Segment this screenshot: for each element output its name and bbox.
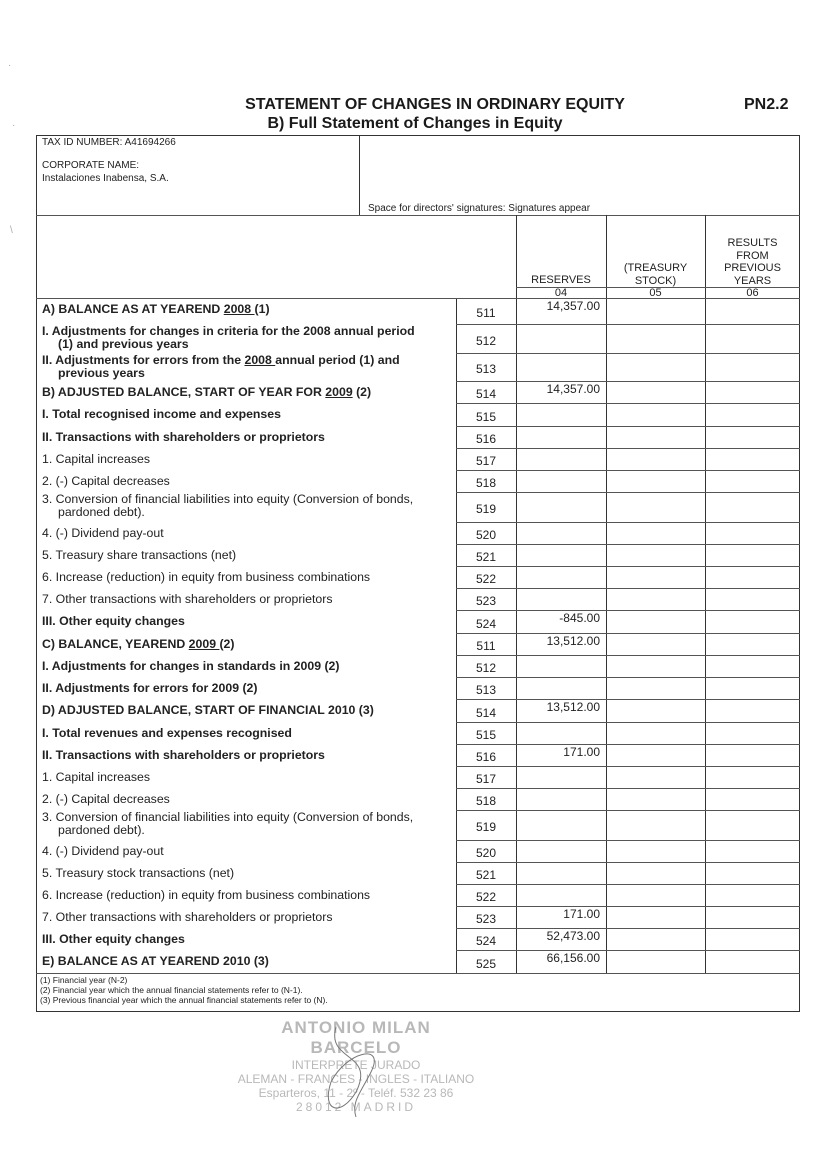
row-code: 523: [475, 594, 497, 608]
row-divider: [456, 610, 800, 611]
row-divider: [456, 810, 800, 811]
row-code: 513: [475, 683, 497, 697]
column-header-results-previous-years: RESULTS FROM PREVIOUS YEARS: [724, 237, 781, 287]
document-title: STATEMENT OF CHANGES IN ORDINARY EQUITY: [245, 96, 625, 113]
footnotes: [40, 975, 328, 1005]
divider: [36, 215, 800, 216]
scan-speck: ·: [8, 60, 12, 71]
row-label: 5. Treasury stock transactions (net): [42, 866, 235, 880]
row-label: II. Adjustments for errors for 2009 (2): [42, 681, 258, 695]
row-code: 523: [475, 912, 497, 926]
row-code: 513: [475, 362, 497, 376]
row-code: 514: [475, 387, 497, 401]
column-divider: [705, 215, 706, 973]
column-header-treasury-stock: (TREASURY STOCK): [623, 262, 688, 287]
row-code: 512: [475, 333, 497, 348]
row-label: I. Total revenues and expenses recognised: [42, 726, 292, 740]
row-divider: [456, 722, 800, 723]
row-code: 520: [475, 846, 497, 860]
row-code: 524: [475, 934, 497, 948]
translator-stamp: ANTONIO MILAN BARCELO INTERPRETE JURADO ALEMAN - FRANCES - INGLES - ITALIANO Esparteros, 11 - 2º - Teléf. 532 23 86 28012 MADRID: [236, 1018, 476, 1114]
row-divider: [456, 677, 800, 678]
row-divider: [456, 788, 800, 789]
row-code: 511: [476, 306, 496, 320]
row-label: 4. (-) Dividend pay-out: [42, 526, 164, 540]
tax-id: TAX ID NUMBER: A41694266: [42, 137, 176, 148]
row-code: 518: [475, 476, 497, 490]
row-code: 525: [475, 956, 497, 971]
row-label: I. Adjustments for changes in criteria for the 2008 annual period (1) and previous years: [42, 324, 415, 351]
row-label: III. Other equity changes: [42, 614, 185, 628]
row-code: 516: [475, 432, 497, 446]
row-code: 518: [475, 794, 497, 808]
row-code: 511: [476, 639, 496, 653]
row-code: 512: [475, 661, 497, 675]
row-label: D) ADJUSTED BALANCE, START OF FINANCIAL 2010 (3): [42, 703, 374, 717]
column-divider: [606, 215, 607, 973]
reserves-value: 13,512.00: [546, 700, 600, 714]
row-divider: [456, 566, 800, 567]
row-label: I. Total recognised income and expenses: [42, 407, 281, 421]
row-divider: [456, 470, 800, 471]
row-divider: [456, 324, 800, 325]
row-divider: [456, 766, 800, 767]
row-code: 520: [475, 528, 497, 542]
row-divider: [456, 544, 800, 545]
row-label: E) BALANCE AS AT YEAREND 2010 (3): [42, 954, 269, 968]
row-code: 522: [475, 572, 497, 586]
row-code: 515: [475, 409, 497, 424]
row-code: 516: [475, 750, 497, 764]
row-label: 5. Treasury share transactions (net): [42, 548, 237, 562]
row-divider: [456, 699, 800, 700]
row-label: II. Transactions with shareholders or proprietors: [42, 748, 325, 762]
row-divider: [456, 744, 800, 745]
row-label: 2. (-) Capital decreases: [42, 474, 170, 488]
row-code: 524: [475, 616, 497, 631]
row-divider: [456, 928, 800, 929]
row-divider: [456, 884, 800, 885]
row-divider: [456, 492, 800, 493]
row-label: 3. Conversion of financial liabilities into equity (Conversion of bonds, pardoned debt).: [42, 810, 414, 837]
row-label: 6. Increase (reduction) in equity from business combinations: [42, 888, 371, 902]
reserves-value: 171.00: [563, 745, 600, 759]
row-label: 4. (-) Dividend pay-out: [42, 844, 164, 858]
row-label: 7. Other transactions with shareholders or proprietors: [42, 910, 333, 924]
row-divider: [456, 633, 800, 634]
row-label: 6. Increase (reduction) in equity from business combinations: [42, 570, 371, 584]
row-label: II. Transactions with shareholders or proprietors: [42, 430, 325, 444]
reserves-value: -845.00: [559, 611, 600, 625]
row-divider: [456, 840, 800, 841]
divider: [359, 135, 360, 215]
reserves-value: 66,156.00: [546, 951, 600, 965]
row-label: II. Adjustments for errors from the 2008 annual period (1) and previous years: [42, 353, 400, 380]
row-divider: [456, 655, 800, 656]
signature-note: Space for directors' signatures: Signatures appear: [368, 203, 591, 214]
signature-scribble: [306, 1022, 396, 1122]
form-code: PN2.2: [744, 96, 789, 113]
row-code: 517: [475, 454, 497, 468]
row-divider: [456, 353, 800, 354]
column-number: 06: [746, 287, 759, 299]
row-divider: [456, 950, 800, 951]
row-label: B) ADJUSTED BALANCE, START OF YEAR FOR 2009 (2): [42, 385, 372, 399]
row-label: 1. Capital increases: [42, 452, 150, 466]
divider: [36, 973, 800, 974]
row-label: A) BALANCE AS AT YEAREND 2008 (1): [42, 302, 270, 316]
scan-speck: ·: [12, 120, 16, 131]
reserves-value: 14,357.00: [546, 382, 600, 396]
row-code: 519: [475, 502, 497, 516]
row-divider: [456, 448, 800, 449]
corporate-name: Instalaciones Inabensa, S.A.: [42, 173, 169, 184]
row-code: 517: [475, 772, 497, 786]
reserves-value: 13,512.00: [546, 634, 600, 648]
scan-speck: \: [10, 225, 13, 236]
row-code: 522: [475, 890, 497, 904]
column-number: 04: [554, 287, 568, 299]
row-label: III. Other equity changes: [42, 932, 185, 946]
reserves-value: 14,357.00: [546, 299, 600, 313]
row-divider: [456, 381, 800, 382]
reserves-value: 171.00: [563, 907, 600, 921]
row-code: 515: [475, 728, 497, 742]
row-label: 3. Conversion of financial liabilities into equity (Conversion of bonds, pardoned debt).: [42, 492, 414, 519]
row-label: 1. Capital increases: [42, 770, 150, 784]
column-number: 05: [649, 287, 662, 299]
row-label: C) BALANCE, YEAREND 2009 (2): [42, 637, 235, 651]
document-subtitle: B) Full Statement of Changes in Equity: [267, 115, 563, 132]
row-divider: [456, 862, 800, 863]
footnote: (2) Financial year which the annual financial statements refer to (N-1).: [40, 985, 303, 995]
footnote: (1) Financial year (N-2): [40, 975, 128, 985]
row-divider: [456, 522, 800, 523]
column-header-reserves: RESERVES: [531, 274, 591, 286]
corporate-name-label: CORPORATE NAME:: [42, 160, 140, 171]
row-code: 519: [475, 820, 497, 834]
row-code: 514: [475, 705, 497, 720]
row-code: 521: [475, 868, 497, 882]
column-divider: [516, 215, 517, 973]
row-label: I. Adjustments for changes in standards in 2009 (2): [42, 659, 340, 673]
row-divider: [456, 403, 800, 404]
footnote: (3) Previous financial year which the annual financial statements refer to (N).: [40, 995, 328, 1005]
row-label: 7. Other transactions with shareholders or proprietors: [42, 592, 333, 606]
row-divider: [456, 426, 800, 427]
row-divider: [456, 906, 800, 907]
row-code: 521: [475, 550, 497, 564]
reserves-value: 52,473.00: [546, 929, 600, 943]
row-label: 2. (-) Capital decreases: [42, 792, 170, 806]
row-divider: [456, 588, 800, 589]
